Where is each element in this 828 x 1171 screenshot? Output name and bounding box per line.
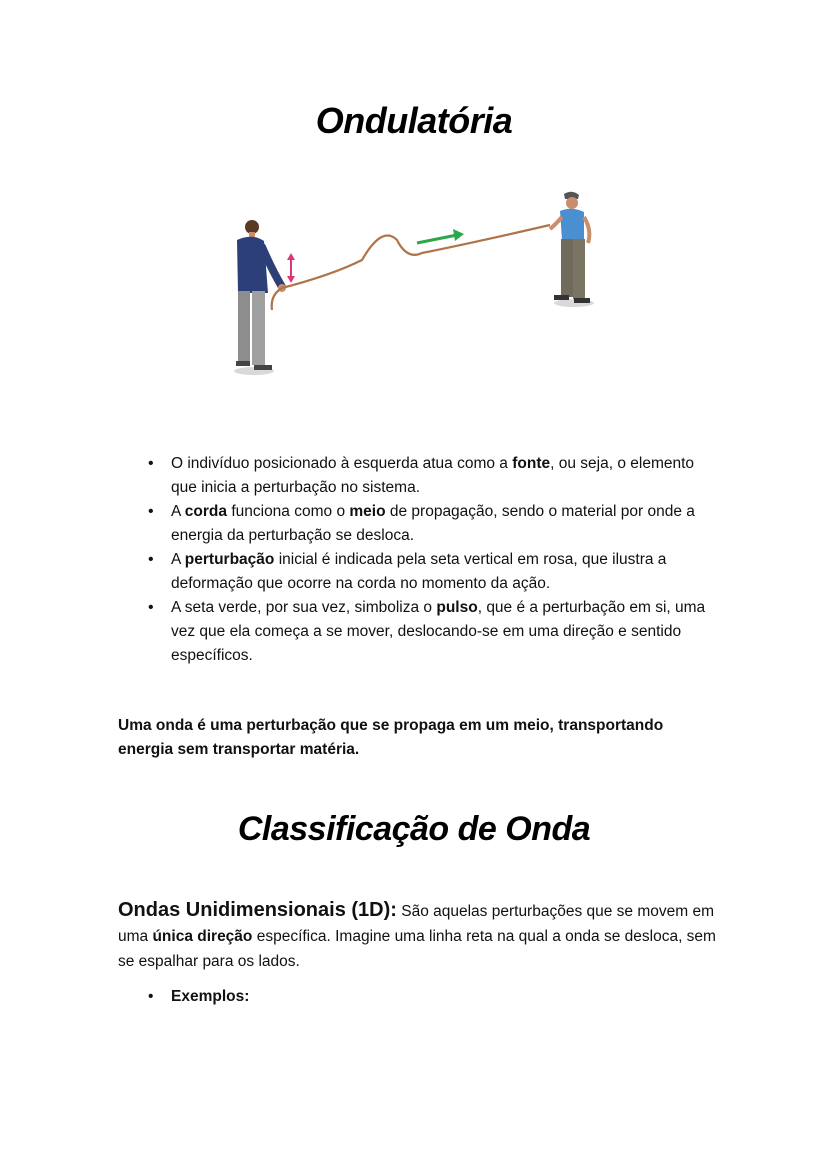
section-paragraph: Ondas Unidimensionais (1D): São aquelas perturbações que se movem em uma única direção específica. Imagine uma linha reta na qual a onda se desloca, sem se espalhar para os lados.	[118, 899, 716, 970]
page-title: Ondulatória	[315, 100, 513, 141]
examples-label: Exemplos:	[171, 988, 250, 1005]
examples-item	[148, 985, 249, 1009]
pink-perturbation-arrow	[287, 253, 295, 283]
green-pulse-arrow	[417, 229, 464, 243]
list-item: • A perturbação inicial é indicada pela seta vertical em rosa, que ilustra a deformação que ocorre na corda no momento da ação.	[148, 548, 708, 596]
left-person	[234, 220, 286, 375]
list-item: • O indivíduo posicionado à esquerda atua como a fonte, ou seja, o elemento que inicia a perturbação no sistema.	[148, 452, 708, 500]
list-item: • A seta verde, por sua vez, simboliza o pulso, que é a perturbação em si, uma vez que ela começa a se mover, deslocando-se em uma direção e sentido específicos.	[148, 596, 708, 668]
right-person	[550, 192, 594, 307]
bullet-icon: •	[148, 988, 154, 1005]
section-lead: Ondas Unidimensionais (1D):	[118, 899, 397, 921]
list-item: • A corda funciona como o meio de propagação, sendo o material por onde a energia da perturbação se desloca.	[148, 500, 708, 548]
section-title: Classificação de Onda	[237, 810, 591, 848]
rope	[272, 225, 550, 310]
explanation-list	[148, 452, 708, 668]
rope-wave-illustration	[212, 185, 602, 385]
wave-definition: Uma onda é uma perturbação que se propaga em um meio, transportando energia sem transportar matéria.	[118, 717, 664, 758]
